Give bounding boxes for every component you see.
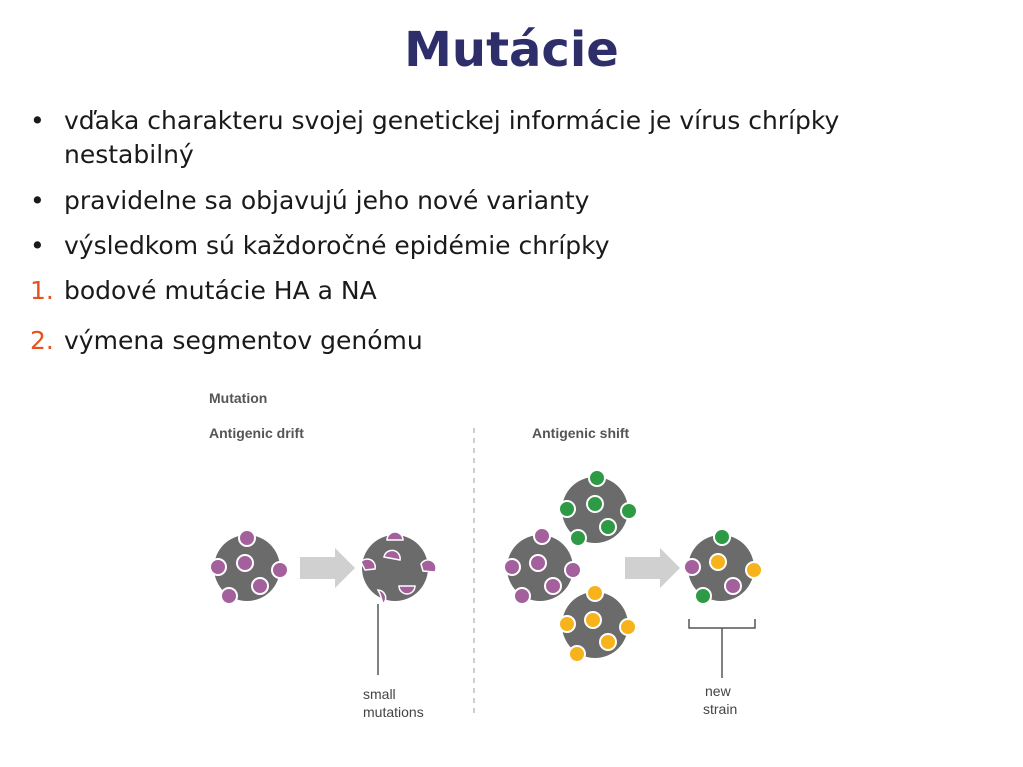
- virus-original-drift: [210, 530, 288, 604]
- note-mutations: mutations: [363, 704, 424, 720]
- arrow-icon: [300, 548, 355, 588]
- bullet-text-continued: nestabilný: [64, 140, 194, 169]
- figure-heading: Mutation: [209, 390, 268, 406]
- virus-new-strain: [684, 529, 762, 604]
- numbered-item: [30, 324, 423, 358]
- bullet-item: [30, 184, 589, 218]
- page-title: Mutácie: [404, 22, 619, 78]
- numbered-item: [30, 274, 377, 308]
- bullet-text: výsledkom sú každoročné epidémie chrípky: [64, 231, 610, 260]
- note-small: small: [363, 686, 396, 702]
- bullet-text: pravidelne sa objavujú jeho nové varianty: [64, 186, 590, 215]
- arrow-icon: [625, 548, 680, 588]
- virus-green-shift: [559, 470, 637, 546]
- note-new: new: [705, 683, 731, 699]
- number-marker: 2.: [30, 326, 54, 355]
- bullet-icon: •: [30, 106, 45, 135]
- shift-label: Antigenic shift: [532, 425, 630, 441]
- bullet-icon: •: [30, 231, 45, 260]
- drift-label: Antigenic drift: [209, 425, 304, 441]
- bracket: [689, 619, 755, 628]
- bullet-item: [30, 229, 610, 263]
- bullet-icon: •: [30, 186, 45, 215]
- virus-mutated-drift: [361, 532, 436, 604]
- number-marker: 1.: [30, 276, 54, 305]
- numbered-text: výmena segmentov genómu: [64, 326, 423, 355]
- bullet-item: [30, 104, 839, 172]
- numbered-text: bodové mutácie HA a NA: [64, 276, 377, 305]
- mutation-diagram: [195, 380, 795, 725]
- bullet-text: vďaka charakteru svojej genetickej informácie je vírus chrípky: [64, 106, 840, 135]
- note-strain: strain: [703, 701, 738, 717]
- virus-yellow-shift: [559, 585, 636, 662]
